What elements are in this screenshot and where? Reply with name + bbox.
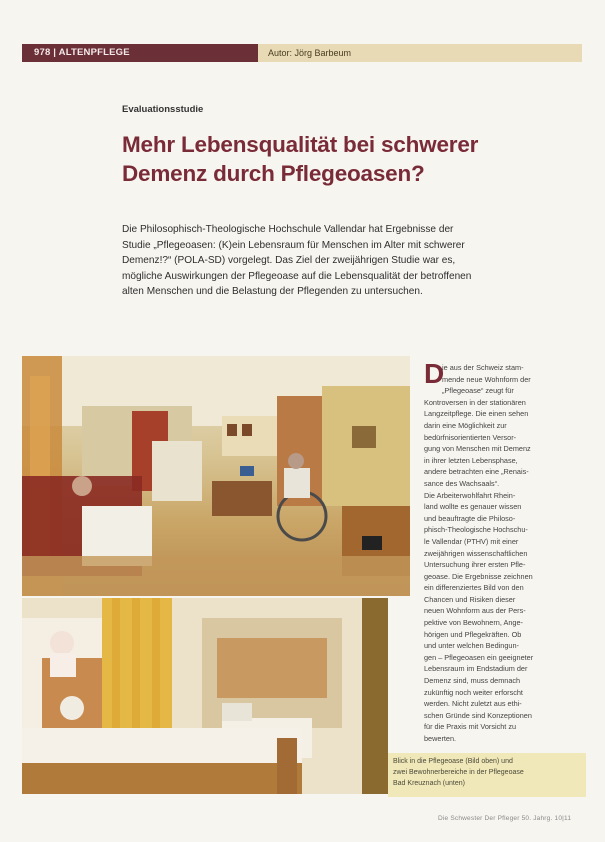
body-line: und unter welchen Bedingun- xyxy=(424,641,519,651)
body-line: Untersuchung ihrer ersten Pfle- xyxy=(424,560,526,570)
body-line: und beauftragte die Philoso- xyxy=(424,513,516,523)
body-line: ie aus der Schweiz stam- xyxy=(442,363,524,372)
body-line: Demenz sind, muss demnach xyxy=(424,676,521,686)
lead-line: alten Menschen und die Belastung der Pflegenden zu untersuchen. xyxy=(122,286,423,298)
body-line: land wollte es genauer wissen xyxy=(424,502,522,512)
body-line: gung von Menschen mit Demenz xyxy=(424,444,531,454)
title-line: Demenz durch Pflegeoasen? xyxy=(122,161,425,186)
body-line: werden. Nicht zuletzt aus ethi- xyxy=(424,699,522,709)
care-oasis-photo xyxy=(22,356,410,596)
body-line: für die Praxis mit Vorsicht zu xyxy=(424,722,517,732)
photo-caption xyxy=(388,753,586,797)
body-line: andere betrachten eine „Renais- xyxy=(424,467,529,477)
author-line: Autor: Jörg Barbeum xyxy=(258,44,582,62)
body-line: ein differenziertes Bild von den xyxy=(424,583,524,593)
caption-line: Blick in die Pflegeoase (Bild oben) und xyxy=(393,758,513,765)
body-line: Kontroversen in der stationären xyxy=(424,397,526,407)
care-oasis-illustration xyxy=(22,356,410,596)
body-line: sance des Wachsaals“. xyxy=(424,478,500,488)
body-line: Chancen und Risiken dieser xyxy=(424,594,516,604)
body-line: phisch-Theologische Hochschu- xyxy=(424,525,528,535)
title-line: Mehr Lebensqualität bei schwerer xyxy=(122,132,479,157)
article-title xyxy=(122,130,542,188)
section-header: 978 | ALTENPFLEGE xyxy=(22,44,258,62)
resident-area-photo xyxy=(22,598,388,794)
body-line: neuen Wohnform aus der Pers- xyxy=(424,606,526,616)
lead-line: Studie „Pflegeoasen: (K)ein Lebensraum für Menschen im Alter mit schwerer xyxy=(122,239,465,251)
body-line: mende neue Wohnform der xyxy=(442,374,531,384)
body-line: geoase. Die Ergebnisse zeichnen xyxy=(424,571,533,581)
body-line: Lebensraum im Endstadium der xyxy=(424,664,528,674)
drop-cap: D xyxy=(424,358,445,389)
body-line: schen Gründe sind Konzeptionen xyxy=(424,710,532,720)
lead-line: Demenz!?“ (POLA-SD) vorgelegt. Das Ziel der zweijährigen Studie war es, xyxy=(122,255,456,267)
lead-line: mögliche Auswirkungen der Pflegeoase auf die Lebensqualität der betroffenen xyxy=(122,270,472,282)
article-body xyxy=(424,358,576,745)
article-kicker: Evaluationsstudie xyxy=(122,104,204,115)
body-line: zukünftig noch weiter erforscht xyxy=(424,687,523,697)
body-line: Langzeitpflege. Die einen sehen xyxy=(424,409,529,419)
article-lead xyxy=(122,222,562,300)
resident-area-illustration xyxy=(22,598,388,794)
page-footer: Die Schwester Der Pfleger 50. Jahrg. 10|11 xyxy=(438,815,572,822)
body-line: Die Arbeiterwohlfahrt Rhein- xyxy=(424,490,516,500)
caption-line: zwei Bewohnerbereiche in der Pflegeoase xyxy=(393,769,524,776)
body-line: zweijährigen wissenschaftlichen xyxy=(424,548,528,558)
body-line: bedürfnisorientierten Versor- xyxy=(424,432,517,442)
body-line: „Pflegeoase“ zeugt für xyxy=(442,386,514,396)
caption-line: Bad Kreuznach (unten) xyxy=(393,780,465,787)
body-line: in ihrer letzten Lebensphase, xyxy=(424,455,518,465)
body-line: pektive von Bewohnern, Ange- xyxy=(424,618,523,628)
body-line: darin eine Möglichkeit zur xyxy=(424,420,507,430)
lead-line: Die Philosophisch-Theologische Hochschule Vallendar hat Ergebnisse der xyxy=(122,224,454,235)
body-line: hörigen und Pflegekräften. Ob xyxy=(424,629,522,639)
body-line: le Vallendar (PTHV) mit einer xyxy=(424,536,519,546)
body-line: gen – Pflegeoasen ein geeigneter xyxy=(424,652,534,662)
body-line: bewerten. xyxy=(424,734,457,743)
